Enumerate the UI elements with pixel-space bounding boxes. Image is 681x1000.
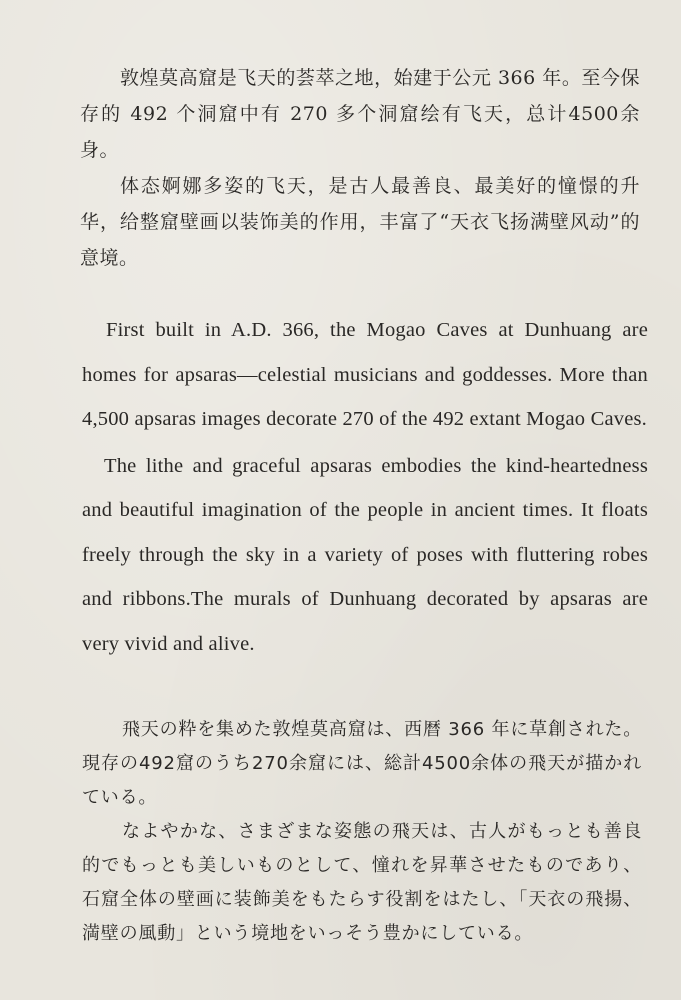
japanese-paragraph-2: なよやかな、さまざまな姿態の飛天は、古人がもっとも善良的でもっとも美しいものとして、憧れを昇華させたものであり、石窟全体の壁画に装飾美をもたらす役割をはたし、「天衣の飛揚、満壁の風動」という境地をいっそう豊かにしている。 — [82, 821, 642, 944]
chinese-text-block — [80, 60, 640, 276]
japanese-paragraph-1: 飛天の粋を集めた敦煌莫高窟は、西暦 366 年に草創された。現存の492窟のうち270余窟には、総計4500余体の飛天が描かれている。 — [82, 719, 642, 808]
english-text-block — [82, 308, 648, 666]
chinese-paragraph-1: 敦煌莫高窟是飞天的荟萃之地，始建于公元 366 年。至今保存的 492 个洞窟中有 270 多个洞窟绘有飞天，总计4500余身。 — [80, 67, 640, 161]
english-paragraph-2: The lithe and graceful apsaras embodies the kind-heartedness and beautiful imagination of the people in ancient times. It floats freely through the sky in a variety of poses with fluttering robes and ribbons.The murals of Dunhuang decorated by apsaras are very vivid and alive. — [82, 454, 648, 655]
english-paragraph-1: First built in A.D. 366, the Mogao Caves at Dunhuang are homes for apsaras—celestial musicians and goddesses. More than 4,500 apsaras images decorate 270 of the 492 extant Mogao Caves. — [82, 319, 648, 430]
chinese-paragraph-2: 体态婀娜多姿的飞天，是古人最善良、最美好的憧憬的升华，给整窟壁画以装饰美的作用，丰富了“天衣飞扬满壁风动”的意境。 — [80, 175, 640, 269]
japanese-text-block — [82, 713, 642, 951]
